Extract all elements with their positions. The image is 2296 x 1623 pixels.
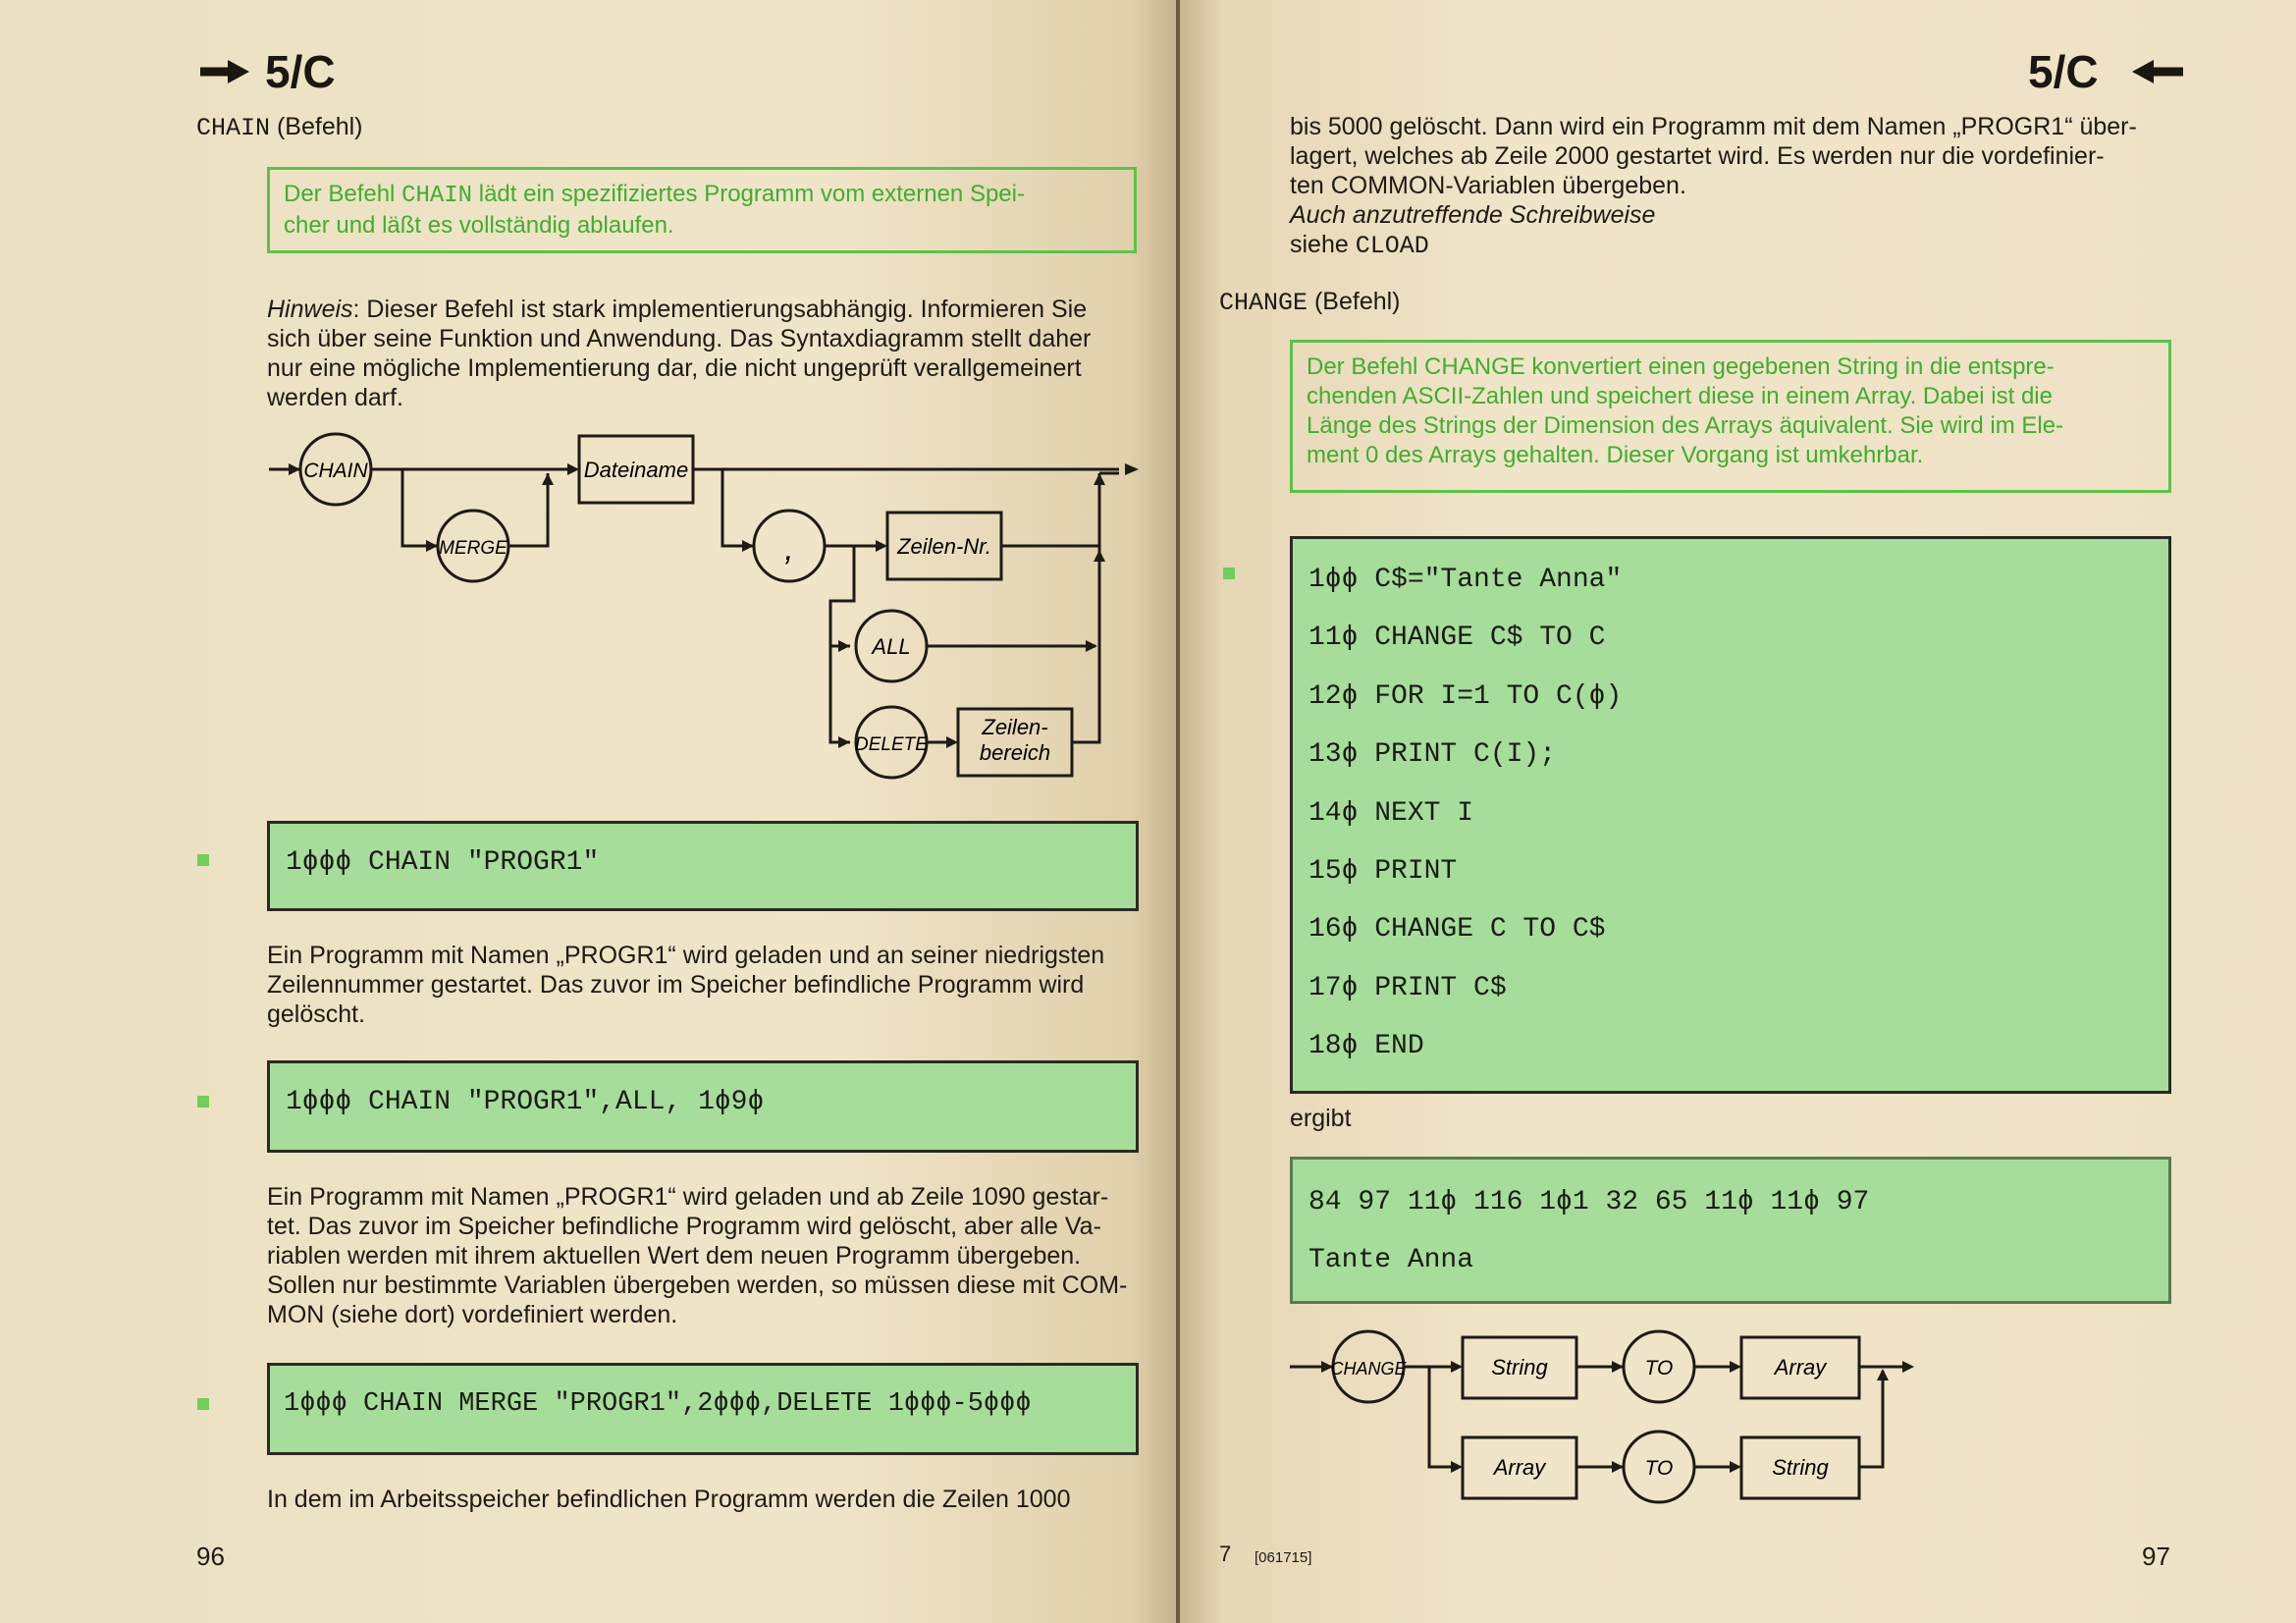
code-line: 1ϕϕϕ CHAIN "PROGR1" (286, 847, 600, 878)
result-label: ergibt (1290, 1105, 1352, 1132)
merge-label: MERGE (439, 538, 507, 559)
desc-line: Ein Programm mit Namen „PROGR1“ wird geladen und an seiner niedrigsten (267, 942, 1105, 969)
see-keyword: CLOAD (1355, 232, 1429, 260)
print-code: [061715] (1255, 1549, 1312, 1566)
definition-line: Länge des Strings der Dimension des Arrays äquivalent. Sie wird im Ele- (1307, 412, 2064, 439)
code-line: 15ϕ PRINT (1308, 856, 1458, 888)
change-syntax-diagram (1286, 1325, 2130, 1522)
line-range-label: bereich (979, 740, 1051, 765)
command-keyword: CHAIN (196, 114, 271, 142)
definition-line: chenden ASCII-Zahlen und speichert diese in einem Array. Dabei ist die (1307, 383, 2053, 409)
left-arrow-icon (2130, 57, 2185, 86)
definition-line: ment 0 des Arrays gehalten. Dieser Vorgang ist umkehrbar. (1307, 442, 1924, 468)
cont-line: lagert, welches ab Zeile 2000 gestartet wird. Es werden nur die vordefinier- (1290, 142, 2105, 170)
signature-number: 7 (1219, 1542, 1232, 1566)
code-line: 1ϕϕϕ CHAIN "PROGR1",ALL, 1ϕ9ϕ (286, 1087, 765, 1117)
page-header: 5/C (2028, 46, 2099, 97)
array-label: Array (1493, 1455, 1546, 1480)
code-line: 11ϕ CHANGE C$ TO C (1308, 622, 1606, 654)
array-label: Array (1774, 1355, 1827, 1380)
desc-line: In dem im Arbeitsspeicher befindlichen Programm werden die Zeilen 1000 (267, 1486, 1071, 1513)
definition-text: Der Befehl (284, 181, 402, 207)
page-header: 5/C (265, 46, 336, 97)
description-2 (267, 1182, 1150, 1329)
hint-line: werden darf. (267, 384, 403, 411)
string-label: String (1491, 1355, 1548, 1380)
see-label: siehe (1290, 231, 1356, 258)
right-page (1180, 0, 2296, 1623)
desc-line: Ein Programm mit Namen „PROGR1“ wird geladen und ab Zeile 1090 gestar- (267, 1183, 1109, 1211)
code-line: 12ϕ FOR I=1 TO C(ϕ) (1308, 680, 1623, 712)
string-label: String (1772, 1455, 1829, 1480)
hint-line: : Dieser Befehl ist stark implementierungsabhängig. Informieren Sie (352, 296, 1088, 323)
line-range-label: Zeilen- (982, 715, 1048, 739)
cont-line: ten COMMON-Variablen übergeben. (1290, 172, 1686, 199)
hint-line: sich über seine Funktion und Anwendung. Das Syntaxdiagramm stellt daher (267, 325, 1092, 352)
page-number: 97 (2142, 1542, 2170, 1571)
definition-keyword: CHAIN (401, 183, 473, 209)
definition-text: lädt ein spezifiziertes Programm vom externen Spei- (472, 181, 1025, 207)
comma-label: , (784, 530, 794, 568)
definition-box (1290, 340, 2171, 493)
bullet-marker (197, 1096, 209, 1108)
code-line: 16ϕ CHANGE C TO C$ (1308, 914, 1606, 946)
command-type: (Befehl) (276, 113, 363, 140)
all-label: ALL (872, 634, 911, 659)
code-line: 1ϕϕ C$="Tante Anna" (1308, 565, 1623, 595)
desc-line: riablen werden mit ihrem aktuellen Wert dem neuen Programm übergeben. (267, 1242, 1082, 1270)
hint-line: nur eine mögliche Implementierung dar, die nicht ungeprüft verallgemeinert (267, 354, 1082, 382)
output-box (1290, 1157, 2171, 1304)
desc-line: tet. Das zuvor im Speicher befindliche Programm wird gelöscht, aber alle Va- (267, 1213, 1101, 1240)
definition-line: Der Befehl CHANGE konvertiert einen gegebenen String in die entspre- (1307, 353, 2055, 380)
code-line: 17ϕ PRINT C$ (1308, 972, 1507, 1003)
chain-syntax-diagram (255, 422, 1158, 795)
chain-label: CHAIN (303, 460, 368, 482)
code-line: 1ϕϕϕ CHAIN MERGE "PROGR1",2ϕϕϕ,DELETE 1ϕϕϕ-5ϕϕϕ (284, 1389, 1032, 1419)
cont-line: bis 5000 gelöscht. Dann wird ein Programm mit dem Namen „PROGR1“ über- (1290, 113, 2137, 140)
filename-label: Dateiname (583, 458, 689, 482)
change-label: CHANGE (1330, 1359, 1407, 1379)
description-1 (267, 941, 1150, 1029)
desc-line: Zeilennummer gestartet. Das zuvor im Speicher befindliche Programm wird (267, 971, 1085, 999)
desc-line: Sollen nur bestimmte Variablen übergeben werden, so müssen diese mit COM- (267, 1271, 1128, 1299)
page-number: 96 (196, 1542, 225, 1571)
code-example-1 (267, 821, 1139, 911)
alt-notation: Auch anzutreffende Schreibweise (1290, 201, 1656, 229)
code-example-2 (267, 1060, 1139, 1153)
command-keyword: CHANGE (1219, 289, 1308, 317)
code-line: 14ϕ NEXT I (1308, 797, 1474, 829)
section-heading (1219, 287, 1401, 318)
hint-label: Hinweis (267, 296, 353, 323)
delete-label: DELETE (855, 734, 928, 755)
continued-text (1290, 112, 2271, 261)
bullet-marker (197, 1398, 209, 1410)
desc-line: MON (siehe dort) vordefiniert werden. (267, 1301, 678, 1328)
output-line: Tante Anna (1308, 1245, 1474, 1275)
to-label: TO (1644, 1357, 1674, 1380)
line-no-label: Zeilen-Nr. (897, 534, 991, 559)
code-line: 13ϕ PRINT C(I); (1308, 739, 1557, 771)
bullet-marker (197, 854, 209, 866)
code-listing (1290, 536, 2171, 1094)
definition-box (267, 167, 1137, 253)
desc-line: gelöscht. (267, 1001, 366, 1028)
code-example-3 (267, 1363, 1139, 1455)
definition-text: cher und läßt es vollständig ablaufen. (284, 212, 674, 239)
code-line: 18ϕ END (1308, 1031, 1424, 1062)
command-type: (Befehl) (1313, 288, 1401, 315)
to-label: TO (1644, 1457, 1674, 1480)
hint-paragraph (267, 295, 1150, 412)
section-heading (196, 112, 363, 143)
description-3 (267, 1485, 1150, 1514)
bullet-marker (1223, 568, 1235, 579)
output-line: 84 97 11ϕ 116 1ϕ1 32 65 11ϕ 11ϕ 97 (1308, 1187, 1870, 1217)
right-arrow-icon (198, 57, 251, 86)
